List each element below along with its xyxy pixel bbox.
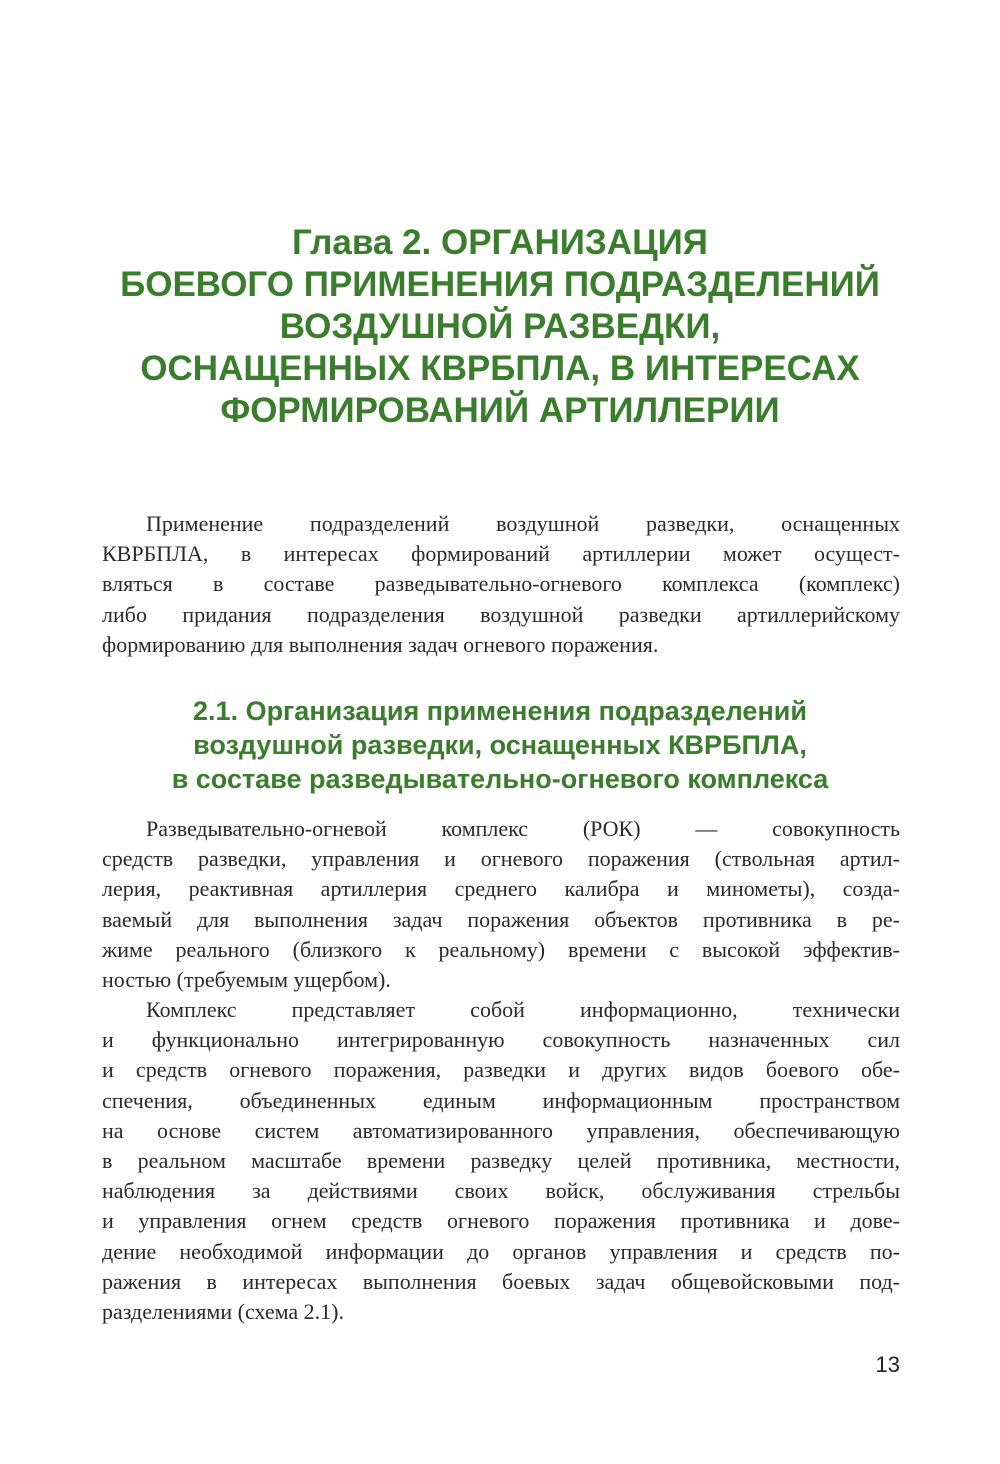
chapter-title-line: ФОРМИРОВАНИЙ АРТИЛЛЕРИИ — [220, 391, 780, 430]
text-line: спечения, объединенных единым информационным пространством — [102, 1087, 900, 1113]
paragraph-complex-description — [102, 995, 900, 1327]
text-line: Комплекс представляет собой информационно, технически — [146, 997, 900, 1022]
text-line: жиме реального (близкого к реальному) времени с высокой эффектив- — [102, 936, 900, 962]
paragraph-rok-definition — [102, 814, 900, 995]
chapter-title-line: ВОЗДУШНОЙ РАЗВЕДКИ, — [279, 307, 721, 346]
text-line: ностью (требуемым ущербом). — [102, 966, 391, 992]
intro-paragraph — [102, 509, 900, 660]
text-line: ражения в интересах выполнения боевых задач общевойсковыми под- — [102, 1268, 900, 1294]
section-title-line: 2.1. Организация применения подразделений — [193, 696, 807, 726]
text-line: ваемый для выполнения задач поражения объектов противника в ре- — [102, 906, 900, 932]
text-line: в реальном масштабе времени разведку целей противника, местности, — [102, 1147, 900, 1173]
text-line: на основе систем автоматизированного управления, обеспечивающую — [102, 1117, 900, 1143]
section-title-line: воздушной разведки, оснащенных КВРБПЛА, — [193, 730, 807, 760]
text-line: и средств огневого поражения, разведки и других видов боевого обе- — [102, 1057, 900, 1083]
page-number: 13 — [875, 1352, 900, 1377]
chapter-title-line: ОСНАЩЕННЫХ КВРБПЛА, В ИНТЕРЕСАХ — [140, 349, 860, 388]
text-line: и управления огнем средств огневого поражения противника и дове- — [102, 1208, 900, 1234]
text-line: наблюдения за действиями своих войск, обслуживания стрельбы — [102, 1178, 900, 1204]
text-line: КВРБПЛА, в интересах формирований артиллерии может осущест- — [102, 541, 900, 567]
chapter-title-line: Глава 2. ОРГАНИЗАЦИЯ — [292, 223, 708, 262]
text-line: вляться в составе разведывательно-огневого комплекса (комплекс) — [102, 571, 900, 597]
text-line: либо придания подразделения воздушной разведки артиллерийскому — [102, 601, 900, 627]
text-line: и функционально интегрированную совокупность назначенных сил — [102, 1027, 900, 1053]
text-line: средств разведки, управления и огневого поражения (ствольная артил- — [102, 846, 900, 872]
text-line: дение необходимой информации до органов управления и средств по- — [102, 1238, 900, 1264]
chapter-title-line: БОЕВОГО ПРИМЕНЕНИЯ ПОДРАЗДЕЛЕНИЙ — [120, 265, 880, 304]
text-line: формированию для выполнения задач огневого поражения. — [102, 631, 659, 657]
text-line: разделениями (схема 2.1). — [102, 1298, 344, 1324]
text-line: Применение подразделений воздушной разведки, оснащенных — [146, 511, 900, 536]
chapter-title — [100, 222, 900, 432]
text-line: лерия, реактивная артиллерия среднего калибра и минометы), созда- — [102, 876, 900, 902]
text-line: Разведывательно-огневой комплекс (РОК) — совокупность — [146, 816, 900, 841]
section-title — [100, 694, 900, 796]
section-title-line: в составе разведывательно-огневого комплекса — [171, 764, 829, 794]
